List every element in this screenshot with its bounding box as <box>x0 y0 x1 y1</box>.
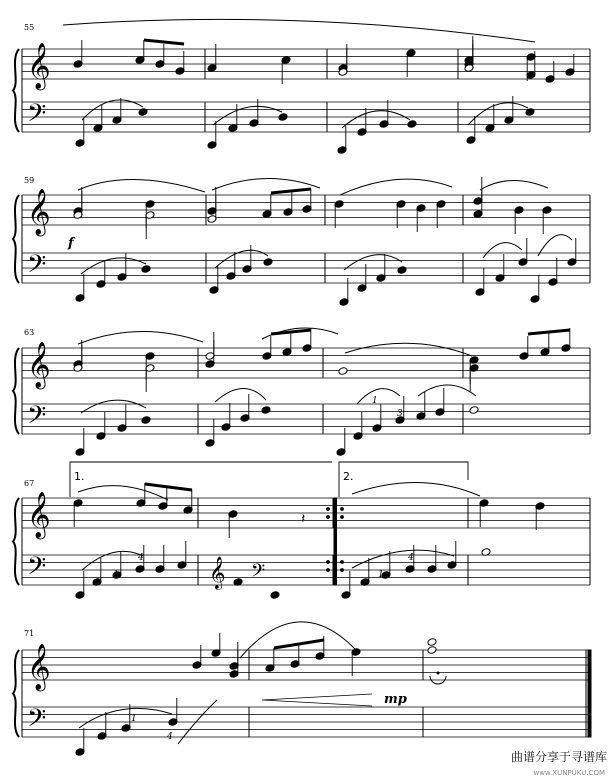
fingering: 4 <box>167 732 173 742</box>
watermark-url: www.XUNPUKU.COM <box>533 769 605 777</box>
measure-number-71: 71 <box>24 629 35 638</box>
notehead <box>407 120 417 129</box>
slur <box>78 179 205 192</box>
notehead <box>270 591 280 600</box>
fingering: 4 <box>408 553 414 563</box>
treble-clef-change: 𝄞 <box>209 556 226 589</box>
fingering: 1 <box>372 396 378 406</box>
treble-clef: 𝄞 <box>27 43 51 89</box>
notehead <box>338 367 348 376</box>
brace <box>13 650 19 737</box>
dynamic-mezzo-piano: mp <box>384 692 407 707</box>
slur <box>63 19 535 42</box>
bass-clef: 𝄢 <box>27 552 47 587</box>
slur <box>240 622 356 658</box>
repeat-dot <box>327 561 330 564</box>
treble-clef: 𝄞 <box>27 492 51 538</box>
dynamic-forte: f <box>68 236 74 251</box>
bass-clef: 𝄢 <box>27 401 47 436</box>
brace <box>13 348 19 434</box>
repeat-dot <box>327 569 330 572</box>
beam <box>528 330 570 334</box>
measure-number-67: 67 <box>24 479 35 488</box>
slur <box>78 331 203 344</box>
repeat-dot <box>341 508 344 511</box>
fingering: 3 <box>397 409 403 419</box>
treble-clef: 𝄞 <box>27 644 51 690</box>
measure-number-55: 55 <box>24 23 35 32</box>
barlines <box>22 49 591 737</box>
bass-clef: 𝄢 <box>27 99 47 134</box>
notehead <box>427 646 437 655</box>
volta-label-1: 1. <box>74 470 85 483</box>
repeat-dot <box>341 569 344 572</box>
volta-label-2: 2. <box>343 470 354 483</box>
fingering: 1 <box>113 570 119 580</box>
slur <box>342 111 410 128</box>
slur <box>357 389 400 404</box>
repeat-barline <box>334 498 337 585</box>
notehead <box>261 406 271 415</box>
decrescendo-hairpin <box>262 694 372 706</box>
fingering: 1 <box>378 570 384 580</box>
beam <box>144 40 184 44</box>
slur <box>340 179 452 195</box>
notehead <box>427 638 437 647</box>
notes <box>73 36 577 756</box>
fingering: 1 <box>131 714 137 724</box>
staff-lines <box>22 49 590 737</box>
bass-clef: 𝄢 <box>27 704 47 739</box>
slur <box>352 550 454 568</box>
final-barline-thick <box>588 650 591 737</box>
watermark-text: 曲谱分享于寻谱库 <box>510 750 607 764</box>
slur <box>468 103 528 125</box>
fermata-dot <box>437 672 440 675</box>
brace <box>13 195 19 283</box>
treble-clef: 𝄞 <box>27 189 51 235</box>
notehead <box>397 266 407 275</box>
volta-bracket-1 <box>70 462 332 497</box>
repeat-dot <box>341 516 344 519</box>
slur <box>215 388 266 402</box>
measure-number-59: 59 <box>24 176 35 185</box>
notehead <box>141 416 151 425</box>
slur <box>418 385 476 396</box>
beam <box>271 189 311 193</box>
slur <box>82 551 143 570</box>
slur <box>345 343 472 356</box>
braces <box>13 49 19 737</box>
notehead <box>525 108 535 117</box>
measure-number-63: 63 <box>24 328 35 337</box>
repeat-dot <box>327 516 330 519</box>
notehead <box>263 258 273 267</box>
bass-clef-change: 𝄢 <box>251 561 266 586</box>
brace <box>13 498 19 585</box>
treble-clef: 𝄞 <box>27 342 51 388</box>
notehead <box>138 108 148 117</box>
notehead <box>141 265 151 274</box>
fingering: 4 <box>138 553 144 563</box>
slur <box>81 400 146 413</box>
notehead <box>469 406 479 415</box>
slur <box>352 482 480 496</box>
slurs <box>63 19 572 744</box>
beam <box>145 484 192 490</box>
notehead <box>278 113 288 122</box>
repeat-dot <box>327 508 330 511</box>
beam <box>271 330 311 334</box>
slur <box>480 180 548 190</box>
slur <box>483 243 522 258</box>
repeat-dot <box>341 561 344 564</box>
quarter-rest: 𝄽 <box>301 511 306 527</box>
bass-clef: 𝄢 <box>27 250 47 285</box>
brace <box>13 49 19 132</box>
